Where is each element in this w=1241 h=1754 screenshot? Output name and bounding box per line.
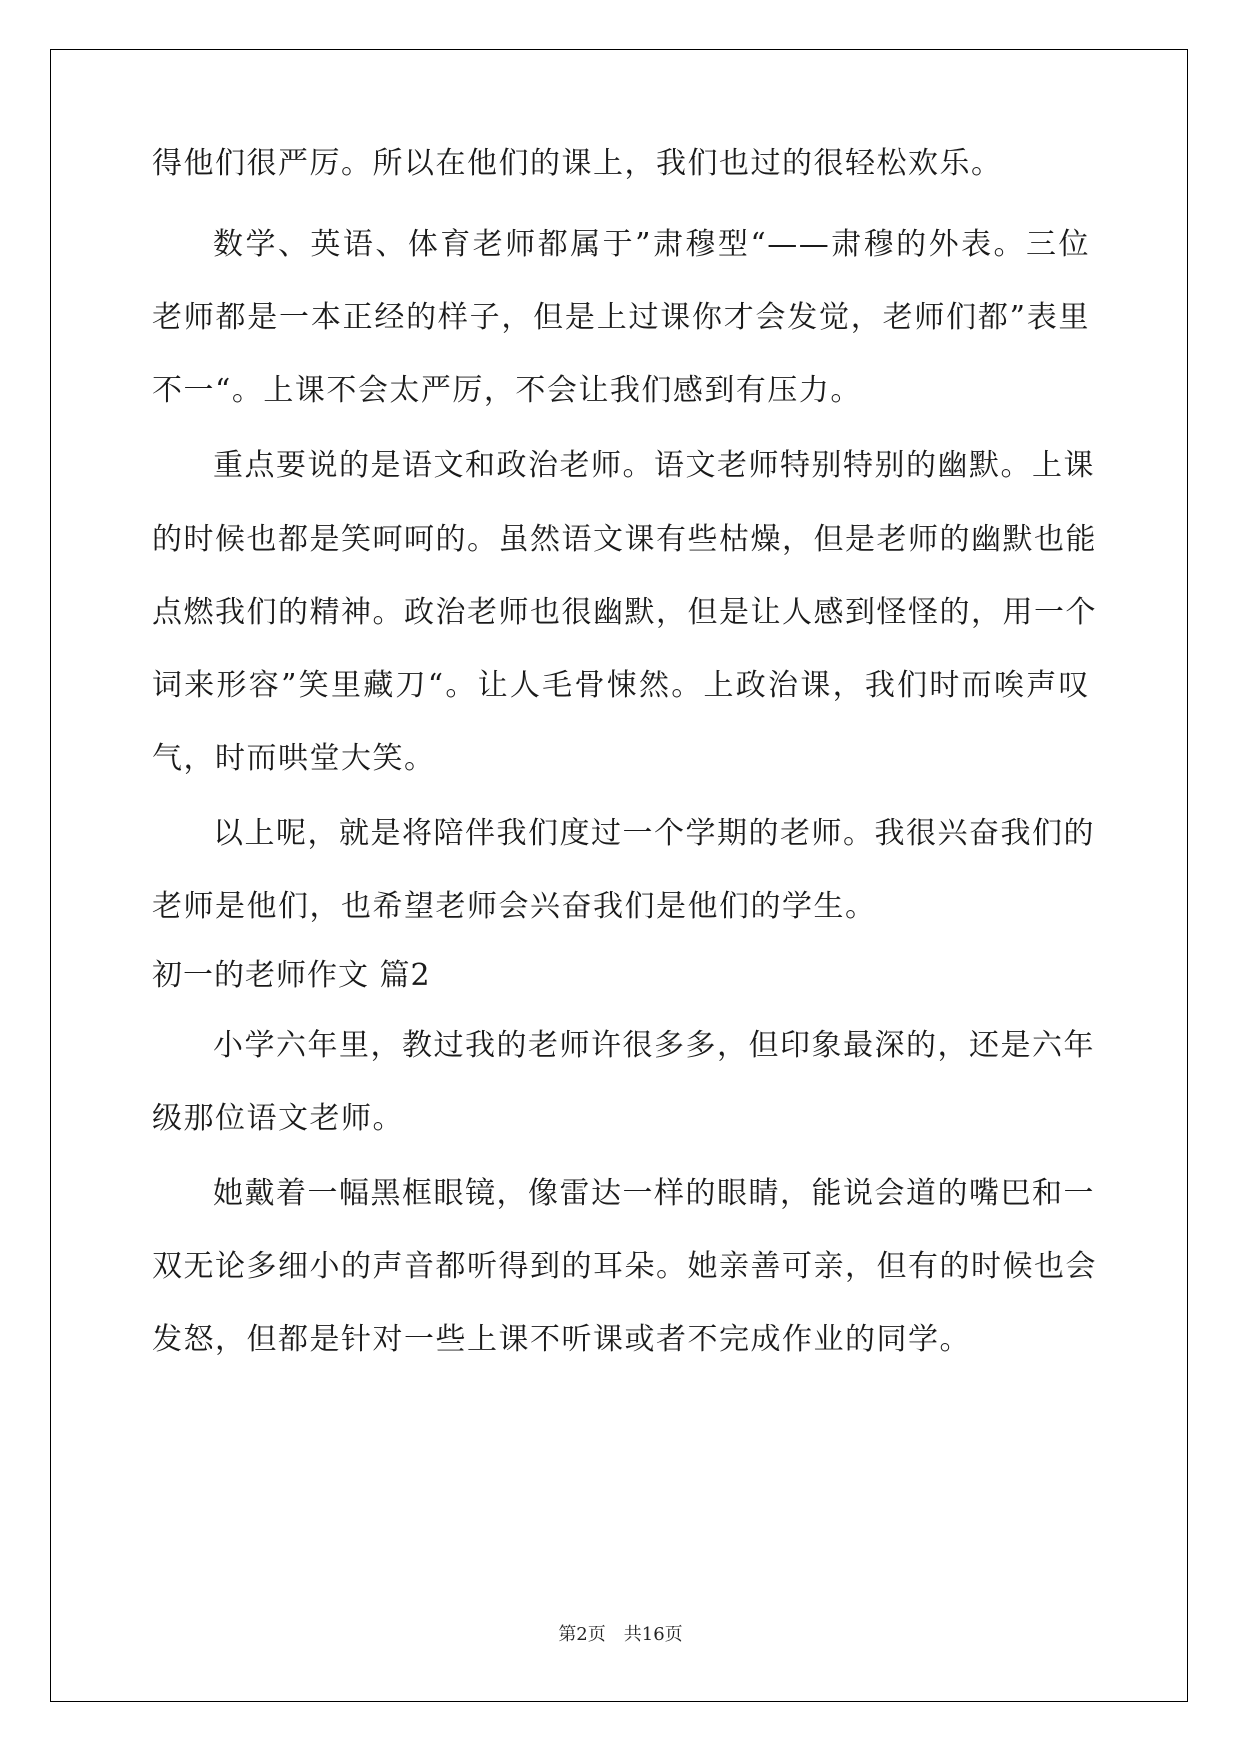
body-line: 得他们很严厉。所以在他们的课上，我们也过的很轻松欢乐。 <box>152 146 1003 181</box>
body-line: 老师是他们，也希望老师会兴奋我们是他们的学生。 <box>152 889 877 924</box>
body-line: 老师都是一本正经的样子，但是上过课你才会发觉，老师们都”表里 <box>152 300 1090 335</box>
section-heading: 初一的老师作文 篇2 <box>152 958 431 993</box>
body-line: 级那位语文老师。 <box>152 1101 404 1136</box>
page-footer <box>0 1623 1241 1647</box>
page-number: 第2页 <box>558 1624 606 1645</box>
body-line: 数学、英语、体育老师都属于”肃穆型“——肃穆的外表。三位 <box>213 227 1090 262</box>
body-line: 气，时而哄堂大笑。 <box>152 741 436 776</box>
body-line: 重点要说的是语文和政治老师。语文老师特别特别的幽默。上课 <box>213 448 1095 483</box>
body-line: 她戴着一幅黑框眼镜，像雷达一样的眼睛，能说会道的嘴巴和一 <box>213 1176 1095 1211</box>
body-line: 的时候也都是笑呵呵的。虽然语文课有些枯燥，但是老师的幽默也能 <box>152 522 1097 557</box>
body-line: 双无论多细小的声音都听得到的耳朵。她亲善可亲，但有的时候也会 <box>152 1249 1097 1284</box>
body-line: 不一“。上课不会太严厉，不会让我们感到有压力。 <box>152 373 862 408</box>
body-line: 发怒，但都是针对一些上课不听课或者不完成作业的同学。 <box>152 1322 971 1357</box>
page-border <box>50 49 1188 1702</box>
body-line: 以上呢，就是将陪伴我们度过一个学期的老师。我很兴奋我们的 <box>213 816 1095 851</box>
body-line: 点燃我们的精神。政治老师也很幽默，但是让人感到怪怪的，用一个 <box>152 595 1097 630</box>
page-total: 共16页 <box>623 1624 683 1645</box>
body-line: 小学六年里，教过我的老师许很多多，但印象最深的，还是六年 <box>213 1028 1095 1063</box>
body-line: 词来形容”笑里藏刀“。让人毛骨悚然。上政治课，我们时而唉声叹 <box>152 668 1090 703</box>
